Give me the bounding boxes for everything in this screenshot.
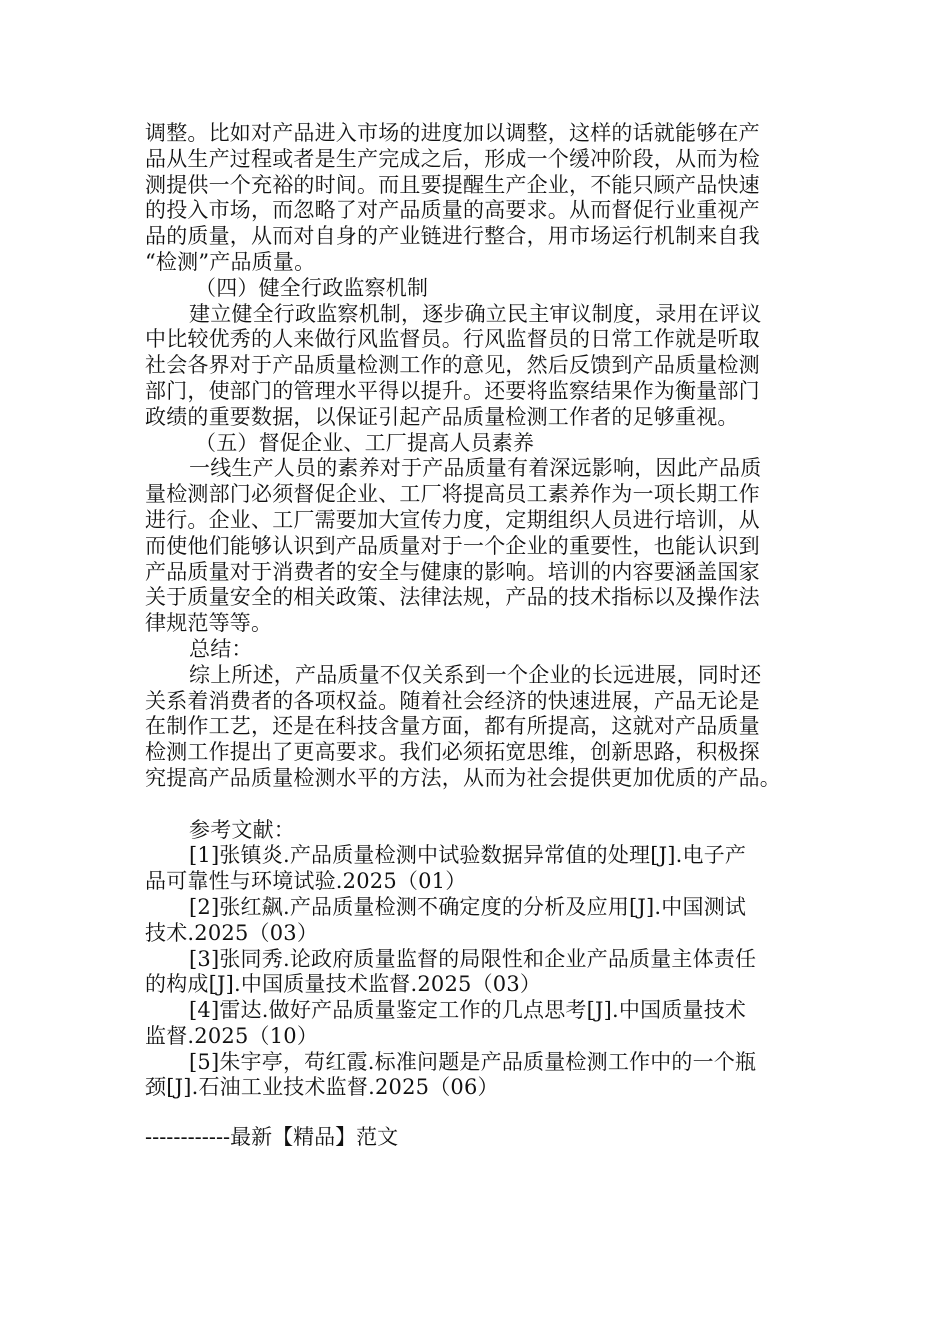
paragraph	[145, 121, 809, 276]
text-line: 部门，使部门的管理水平得以提升。还要将监察结果作为衡量部门	[145, 378, 760, 403]
text-line: 品可靠性与环境试验.2025（01）	[145, 869, 467, 894]
paragraph-gap	[145, 792, 809, 818]
text-line: 产品质量对于消费者的安全与健康的影响。培训的内容要涵盖国家	[145, 559, 760, 584]
paragraph	[145, 843, 809, 895]
section-heading: （五）督促企业、工厂提高人员素养	[195, 430, 535, 455]
text-line: 调整。比如对产品进入市场的进度加以调整，这样的话就能够在产	[145, 121, 760, 145]
paragraph	[145, 663, 809, 792]
text-line: 品从生产过程或者是生产完成之后，形成一个缓冲阶段，从而为检	[145, 146, 760, 171]
text-line: 进行。企业、工厂需要加大宣传力度，定期组织人员进行培训，从	[145, 507, 760, 532]
text-line: [5]朱宇亭，苟红霞.标准问题是产品质量检测工作中的一个瓶	[189, 1049, 757, 1074]
text-line: 颈[J].石油工业技术监督.2025（06）	[145, 1075, 499, 1100]
text-line: 政绩的重要数据，以保证引起产品质量检测工作者的足够重视。	[145, 404, 739, 429]
text-line: 综上所述，产品质量不仅关系到一个企业的长远进展，同时还	[189, 662, 762, 687]
text-line: 关于质量安全的相关政策、法律法规，产品的技术指标以及操作法	[145, 585, 760, 610]
page-footer: ------------最新【精品】范文	[145, 1125, 399, 1149]
paragraph	[145, 947, 809, 999]
text-line: 一线生产人员的素养对于产品质量有着深远影响，因此产品质	[189, 456, 762, 481]
text-line: [2]张红飙.产品质量检测不确定度的分析及应用[J].中国测试	[189, 894, 747, 919]
text-line: 测提供一个充裕的时间。而且要提醒生产企业，不能只顾产品快速	[145, 172, 760, 197]
text-line: “检测”产品质量。	[145, 249, 316, 274]
paragraph	[145, 302, 809, 431]
text-line: 在制作工艺，还是在科技含量方面，都有所提高，这就对产品质量	[145, 714, 760, 739]
paragraph	[145, 895, 809, 947]
text-line: 技术.2025（03）	[145, 920, 319, 945]
text-line: 社会各界对于产品质量检测工作的意见，然后反馈到产品质量检测	[145, 353, 760, 378]
text-line: 的构成[J].中国质量技术监督.2025（03）	[145, 972, 542, 997]
text-line: 监督.2025（10）	[145, 1023, 319, 1048]
section-label: 总结：	[189, 636, 253, 661]
paragraph	[145, 456, 809, 637]
text-line: 建立健全行政监察机制，逐步确立民主审议制度，录用在评议	[189, 301, 762, 326]
text-line: 中比较优秀的人来做行风监督员。行风监督员的日常工作就是听取	[145, 327, 760, 352]
text-line: 量检测部门必须督促企业、工厂将提高员工素养作为一项长期工作	[145, 482, 760, 507]
text-line: 究提高产品质量检测水平的方法，从而为社会提供更加优质的产品。	[145, 765, 781, 790]
text-line: 关系着消费者的各项权益。随着社会经济的快速进展，产品无论是	[145, 688, 760, 713]
section-label: 参考文献：	[189, 817, 295, 842]
document-body	[145, 121, 809, 1101]
text-line: [4]雷达.做好产品质量鉴定工作的几点思考[J].中国质量技术	[189, 998, 747, 1023]
text-line: 律规范等等。	[145, 611, 273, 636]
paragraph	[145, 1050, 809, 1102]
text-line: 检测工作提出了更高要求。我们必须拓宽思维，创新思路，积极探	[145, 740, 760, 765]
text-line: 而使他们能够认识到产品质量对于一个企业的重要性，也能认识到	[145, 533, 760, 558]
text-line: [1]张镇炎.产品质量检测中试验数据异常值的处理[J].电子产	[189, 843, 747, 868]
text-line: 的投入市场，而忽略了对产品质量的高要求。从而督促行业重视产	[145, 198, 760, 223]
text-line: 品的质量，从而对自身的产业链进行整合，用市场运行机制来自我	[145, 224, 760, 249]
text-line: [3]张同秀.论政府质量监督的局限性和企业产品质量主体责任	[189, 946, 757, 971]
section-heading: （四）健全行政监察机制	[195, 275, 429, 300]
paragraph	[145, 998, 809, 1050]
